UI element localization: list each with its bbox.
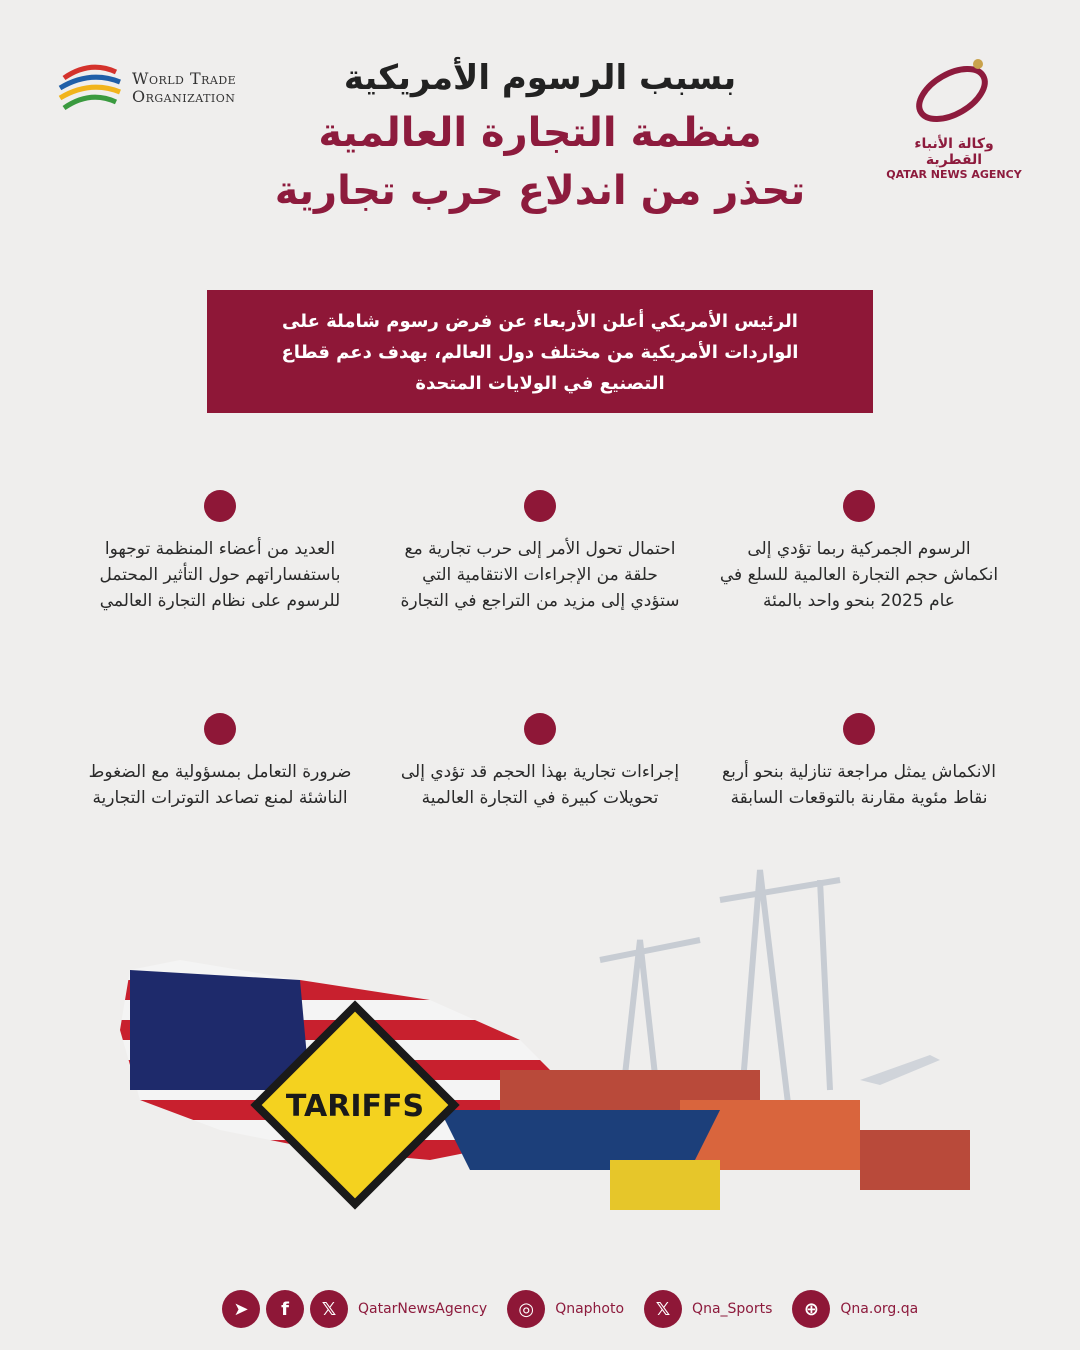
bullet-dot	[843, 713, 875, 745]
intro-banner: الرئيس الأمريكي أعلن الأربعاء عن فرض رسوم شاملة على الواردات الأمريكية من مختلف دول العالم، بهدف دعم قطاع التصنيع في الولايات المتحدة	[207, 290, 873, 413]
bullet-dot	[204, 490, 236, 522]
truck	[860, 1130, 970, 1190]
point-3	[80, 490, 360, 614]
page-title: منظمة التجارة العالمية	[318, 110, 762, 156]
point-1	[719, 490, 999, 614]
handle-qatarnewsagency[interactable]: QatarNewsAgency	[358, 1301, 488, 1317]
point-text: ضرورة التعامل بمسؤولية مع الضغوط الناشئة لمنع تصاعد التوترات التجارية	[88, 762, 352, 808]
instagram-icon[interactable]: ◎	[507, 1290, 545, 1328]
website-link[interactable]: Qna.org.qa	[840, 1301, 919, 1317]
kicker: بسبب الرسوم الأمريكية	[343, 58, 737, 98]
x-icon[interactable]: 𝕏	[644, 1290, 682, 1328]
qna-name-en: QATAR NEWS AGENCY	[886, 168, 1022, 181]
airplane	[860, 1055, 940, 1085]
x-icon[interactable]: 𝕏	[310, 1290, 348, 1328]
bullet-dot	[524, 490, 556, 522]
point-text: احتمال تحول الأمر إلى حرب تجارية مع حلقة من الإجراءات الانتقامية التي ستؤدي إلى مزيد من التراجع في التجارة	[400, 539, 680, 611]
trade-illustration	[100, 860, 1000, 1240]
tariffs-sign-label: TARIFFS	[285, 1089, 425, 1124]
bullet-dot	[843, 490, 875, 522]
point-6	[80, 713, 360, 811]
handle-qnaphoto[interactable]: Qnaphoto	[555, 1301, 625, 1317]
bullet-dot	[524, 713, 556, 745]
point-5	[400, 713, 680, 811]
globe-icon[interactable]: ⊕	[792, 1290, 830, 1328]
point-4	[719, 713, 999, 811]
point-2	[400, 490, 680, 614]
train	[610, 1160, 720, 1210]
wto-line1: World Trade	[132, 69, 237, 88]
bullet-dot	[204, 713, 236, 745]
qna-name-ar: وكالة الأنباء القطرية	[914, 136, 994, 168]
telegram-icon[interactable]: ➤	[222, 1290, 260, 1328]
wto-line2: Organization	[132, 87, 236, 106]
page-subtitle: تحذر من اندلاع حرب تجارية	[274, 168, 806, 214]
point-text: الانكماش يمثل مراجعة تنازلية بنحو أربع نقاط مئوية مقارنة بالتوقعات السابقة	[722, 762, 996, 808]
facebook-icon[interactable]: f	[266, 1290, 304, 1328]
footer-social	[222, 1290, 932, 1328]
handle-qna-sports[interactable]: Qna_Sports	[692, 1301, 773, 1317]
point-text: الرسوم الجمركية ربما تؤدي إلى انكماش حجم التجارة العالمية للسلع في عام 2025 بنحو واحد بالمئة	[719, 539, 999, 611]
point-text: إجراءات تجارية بهذا الحجم قد تؤدي إلى تحويلات كبيرة في التجارة العالمية	[400, 762, 680, 808]
point-text: العديد من أعضاء المنظمة توجهوا باستفساراتهم حول التأثير المحتمل للرسوم على نظام التجارة العالمي	[99, 539, 341, 611]
